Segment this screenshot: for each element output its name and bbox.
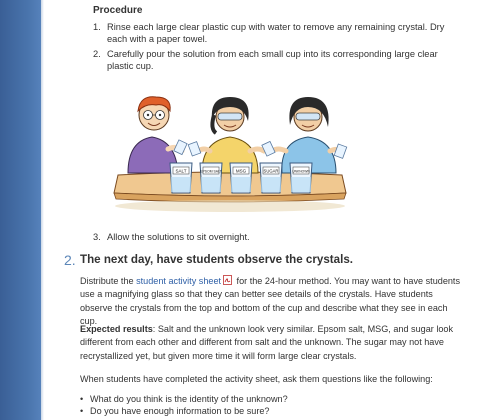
step-text: Rinse each large clear plastic cup with water to remove any remaining crystal. Dry each with a paper towel. [107, 22, 445, 45]
section-title: The next day, have students observe the crystals. [80, 253, 353, 266]
list-item [80, 405, 288, 417]
questions-intro-paragraph [80, 373, 465, 386]
expected-results-paragraph [80, 323, 465, 363]
cup-salt [170, 163, 192, 193]
step-text: Allow the solutions to sit overnight. [107, 232, 250, 242]
paragraph-text: Distribute the [80, 276, 137, 286]
paragraph-text: for the 24-hour method. You may want to have students use a magnifying glass so that they can better see details of the crystals. Have students observe the crystals from the top and bottom of the cup and describe what they see in each cup. [80, 276, 461, 326]
paragraph-text: When students have completed the activity sheet, ask them questions like the following: [80, 374, 433, 384]
student-boy [128, 97, 187, 173]
cup-epsom-salt [200, 163, 222, 193]
student-girl-middle [188, 97, 264, 173]
procedure-step [93, 231, 453, 243]
cup-label: UNKNOWN [292, 169, 310, 174]
step-number: 1. [93, 22, 101, 32]
step-number: 3. [93, 232, 101, 242]
procedure-step [93, 21, 453, 46]
paragraph-text: : Salt and the unknown look very similar. Epsom salt, MSG, and sugar look different from each other and different from salt and the unknown. The sugar may not have recrystallized yet, but given more time it will form large clear crystals. [80, 324, 454, 361]
procedure-steps-bottom [93, 231, 453, 243]
cup-sugar [260, 163, 282, 193]
list-item [80, 393, 288, 405]
student-activity-sheet-link[interactable]: student activity sheet [136, 276, 222, 286]
bullet: • [80, 406, 84, 416]
pdf-icon[interactable] [223, 275, 232, 285]
expected-results-label: Expected results [80, 324, 153, 334]
questions-list [80, 393, 288, 417]
section-number: 2. [64, 252, 76, 268]
step-text: Carefully pour the solution from each small cup into its corresponding large clear plastic cup. [107, 48, 438, 72]
question-text: What do you think is the identity of the unknown? [90, 394, 288, 404]
step-number: 2. [93, 48, 101, 59]
cup-label: EPSOM SALT [200, 169, 222, 174]
students-pouring-illustration [110, 89, 350, 217]
procedure-step [93, 48, 453, 73]
distribute-paragraph [80, 275, 465, 328]
page-edge-shadow [41, 0, 44, 420]
student-girl-right [262, 97, 347, 173]
procedure-steps-top [93, 21, 453, 75]
procedure-heading: Procedure [93, 5, 143, 16]
cup-msg [230, 163, 252, 193]
cup-label: MSG [235, 168, 247, 174]
cup-label: SUGAR [263, 168, 279, 174]
cup-label: SALT [175, 168, 187, 174]
left-sidebar-bar [0, 0, 41, 420]
question-text: Do you have enough information to be sure? [90, 406, 270, 416]
cup-unknown [290, 163, 312, 193]
bullet: • [80, 394, 84, 404]
